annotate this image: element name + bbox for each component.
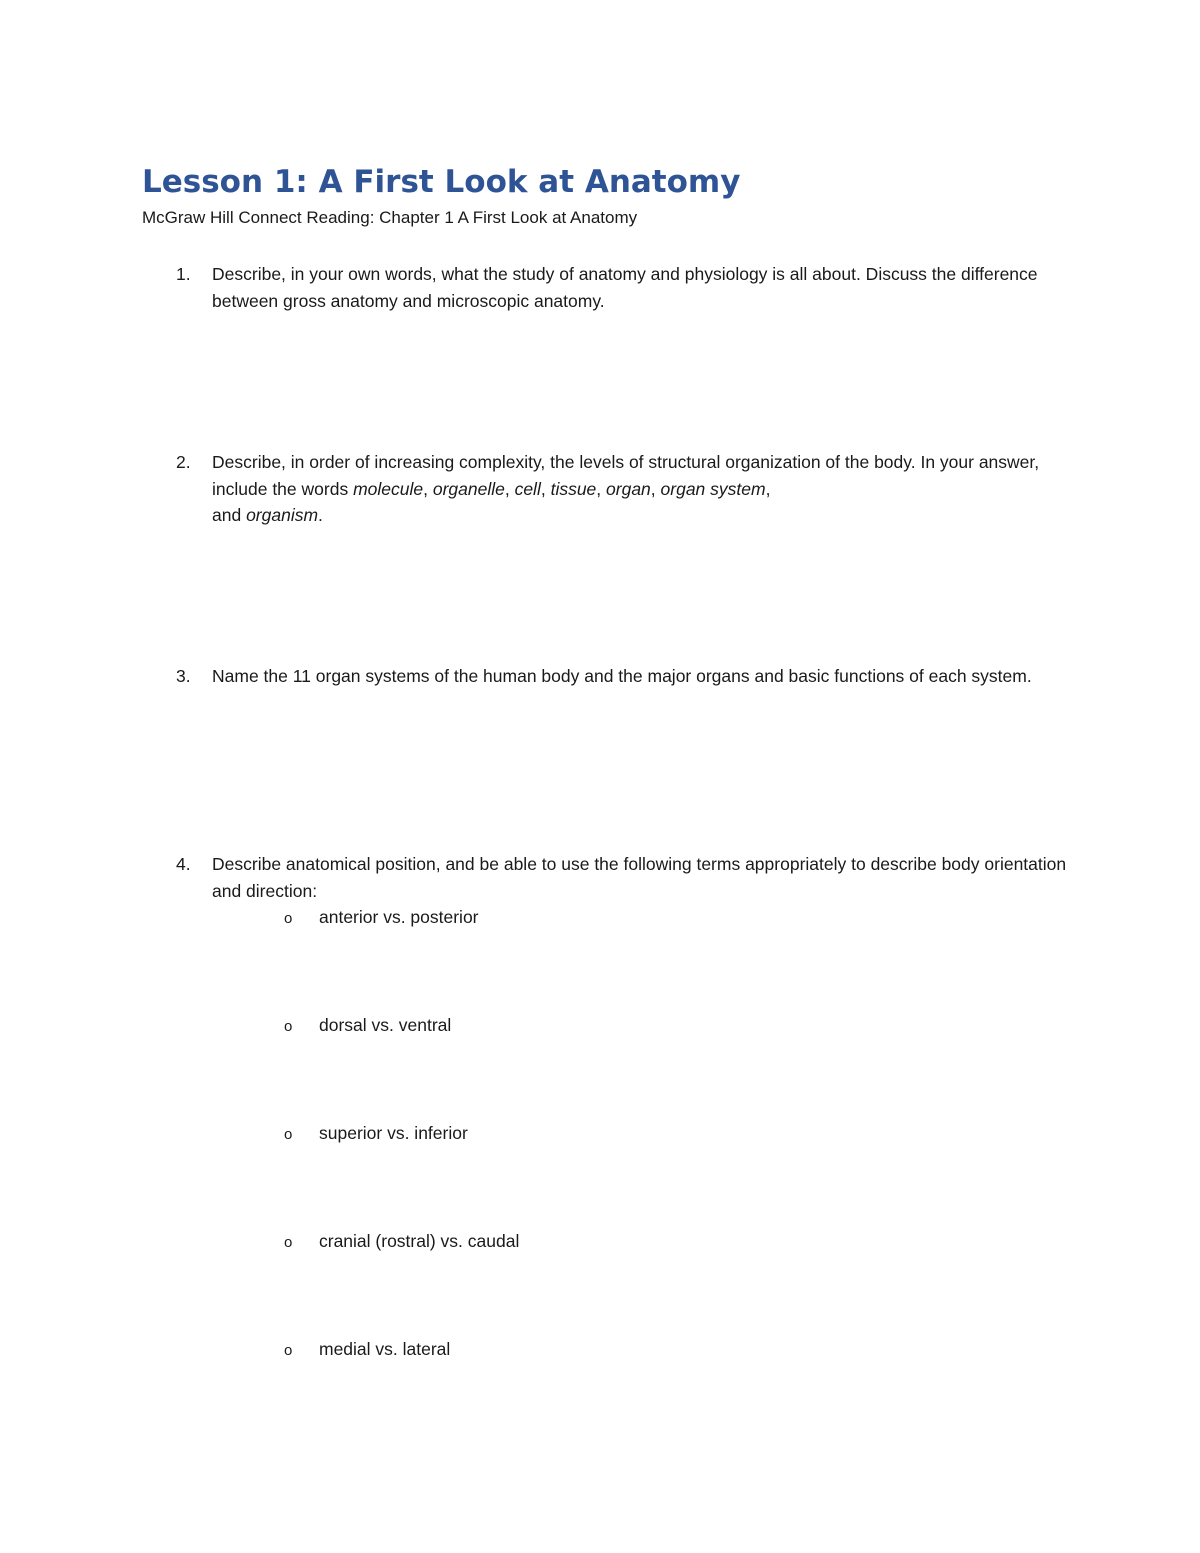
separator: , (650, 478, 661, 499)
page-title: Lesson 1: A First Look at Anatomy (142, 164, 741, 200)
question-text (212, 449, 1076, 529)
question-4 (176, 851, 1076, 904)
bullet-marker: o (284, 1126, 293, 1143)
question-text-end: . (318, 505, 323, 525)
question-1 (176, 261, 1076, 314)
term-label: anterior vs. posterior (319, 907, 479, 927)
term-organelle: organelle (432, 478, 505, 499)
term-label: cranial (rostral) vs. caudal (319, 1231, 520, 1251)
question-text: Describe, in your own words, what the study of anatomy and physiology is all about. Discuss the difference between gross anatomy and microscopic anatomy. (212, 264, 1038, 311)
separator: , (504, 478, 515, 499)
bullet-marker: o (284, 1018, 293, 1035)
question-number: 1. (176, 264, 191, 284)
question-number: 3. (176, 666, 191, 686)
reading-subtitle: McGraw Hill Connect Reading: Chapter 1 A First Look at Anatomy (142, 208, 638, 227)
separator: , (540, 478, 551, 499)
question-3 (176, 663, 1076, 690)
term-tissue: tissue (550, 478, 597, 499)
term-molecule: molecule (353, 478, 424, 499)
separator: , (765, 478, 771, 499)
term-organism: organism (246, 505, 319, 525)
question-text: Name the 11 organ systems of the human body and the major organs and basic functions of each system. (212, 666, 1032, 686)
separator: , (423, 478, 433, 499)
question-text-intro: Describe, in order of increasing complexity, the levels of structural organization of the body. In your answer, include the words (212, 452, 1040, 499)
term-organ-system: organ system (660, 478, 766, 499)
question-2 (176, 449, 1076, 529)
list-item-cranial-caudal (284, 1228, 519, 1256)
question-text: Describe anatomical position, and be able to use the following terms appropriately to describe body orientation and direction: (212, 854, 1067, 901)
term-label: dorsal vs. ventral (319, 1015, 452, 1035)
question-number: 2. (176, 452, 191, 472)
list-item-medial-lateral (284, 1336, 450, 1364)
term-label: superior vs. inferior (319, 1123, 468, 1143)
bullet-marker: o (284, 1234, 293, 1251)
separator: , (596, 478, 607, 499)
and-word: and (212, 505, 247, 525)
term-organ: organ (606, 478, 651, 499)
bullet-marker: o (284, 910, 293, 927)
list-item-superior-inferior (284, 1120, 468, 1148)
term-cell: cell (514, 478, 541, 499)
question-number: 4. (176, 854, 191, 874)
bullet-marker: o (284, 1342, 293, 1359)
term-label: medial vs. lateral (319, 1339, 451, 1359)
list-item-dorsal-ventral (284, 1012, 451, 1040)
list-item-anterior-posterior (284, 904, 479, 932)
